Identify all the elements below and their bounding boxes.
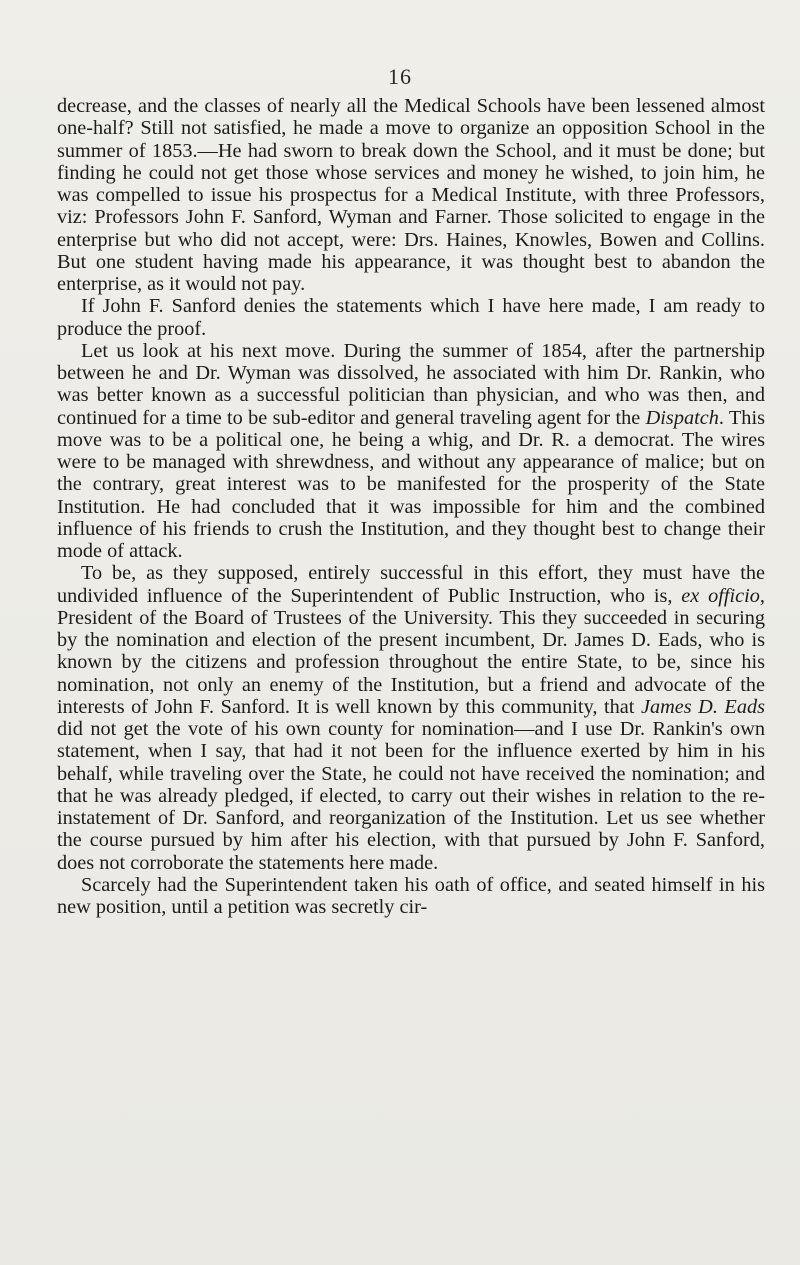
- text-run: . This move was to be a political one, he being a whig, and Dr. R. a democrat. The wires were to be managed with shrewdness, and without any appearance of malice; but on the contrary, great interest was to be manifested for the prosperity of the State Institution. He had concluded that it was impossible for him and the combined influence of his friends to crush the Institution, and they thought best to change their mode of attack.: [57, 406, 765, 562]
- paragraph-p2: [57, 295, 765, 340]
- italic-text: James D. Eads: [640, 695, 765, 718]
- paragraph-p1: [57, 95, 765, 295]
- page-number: 16: [388, 64, 412, 89]
- text-run: To be, as they supposed, entirely successful in this effort, they must have the undivided influence of the Superintendent of Public Instruction, who is,: [57, 562, 765, 607]
- text-run: Scarcely had the Superintendent taken his oath of office, and seated himself in his new position, until a petition was secretly cir-: [57, 873, 765, 918]
- text-run: decrease, and the classes of nearly all the Medical Schools have been lessened almost one-half? Still not satisfied, he made a move to organize an opposition School in the summer of 1853.—He had sworn to break down the School, and it must be done; but finding he could not get those whose services and money he wished, to join him, he was compelled to issue his prospectus for a Medical Institute, with three Professors, viz: Professors John F. Sanford, Wyman and Farner. Those solicited to engage in the enterprise but who did not accept, were: Drs. Haines, Knowles, Bowen and Collins. But one student having made his appearance, it was thought best to abandon the enterprise, as it would not pay.: [57, 95, 765, 295]
- paragraph-p4: [57, 562, 765, 874]
- italic-text: Dispatch: [645, 406, 719, 429]
- text-run: If John F. Sanford denies the statements which I have here made, I am ready to produce the proof.: [57, 295, 765, 340]
- paragraph-p3: [57, 340, 765, 563]
- text-run: , President of the Board of Trustees of the University. This they succeeded in securing by the nomination and election of the present incumbent, Dr. James D. Eads, who is known by the citizens and profession throughout the entire State, to be, since his nomination, not only an enemy of the Institution, but a friend and advocate of the interests of John F. Sanford. It is well known by this community, that: [57, 584, 765, 718]
- italic-text: ex officio: [681, 584, 760, 607]
- paragraph-p5: [57, 874, 765, 919]
- body-text: [57, 95, 765, 918]
- text-run: Let us look at his next move. During the summer of 1854, after the partnership between he and Dr. Wyman was dissolved, he associated with him Dr. Rankin, who was better known as a successful politician than physician, and who was then, and continued for a time to be sub-editor and general traveling agent for the: [57, 339, 765, 429]
- text-run: did not get the vote of his own county for nomination—and I use Dr. Rankin's own statement, when I say, that had it not been for the influence exerted by him in his behalf, while traveling over the State, he could not have received the nomination; and that he was already pledged, if elected, to carry out their wishes in relation to the re-instatement of Dr. Sanford, and reorganization of the Institution. Let us see whether the course pursued by him after his election, with that pursued by John F. Sanford, does not corroborate the statements here made.: [57, 718, 765, 874]
